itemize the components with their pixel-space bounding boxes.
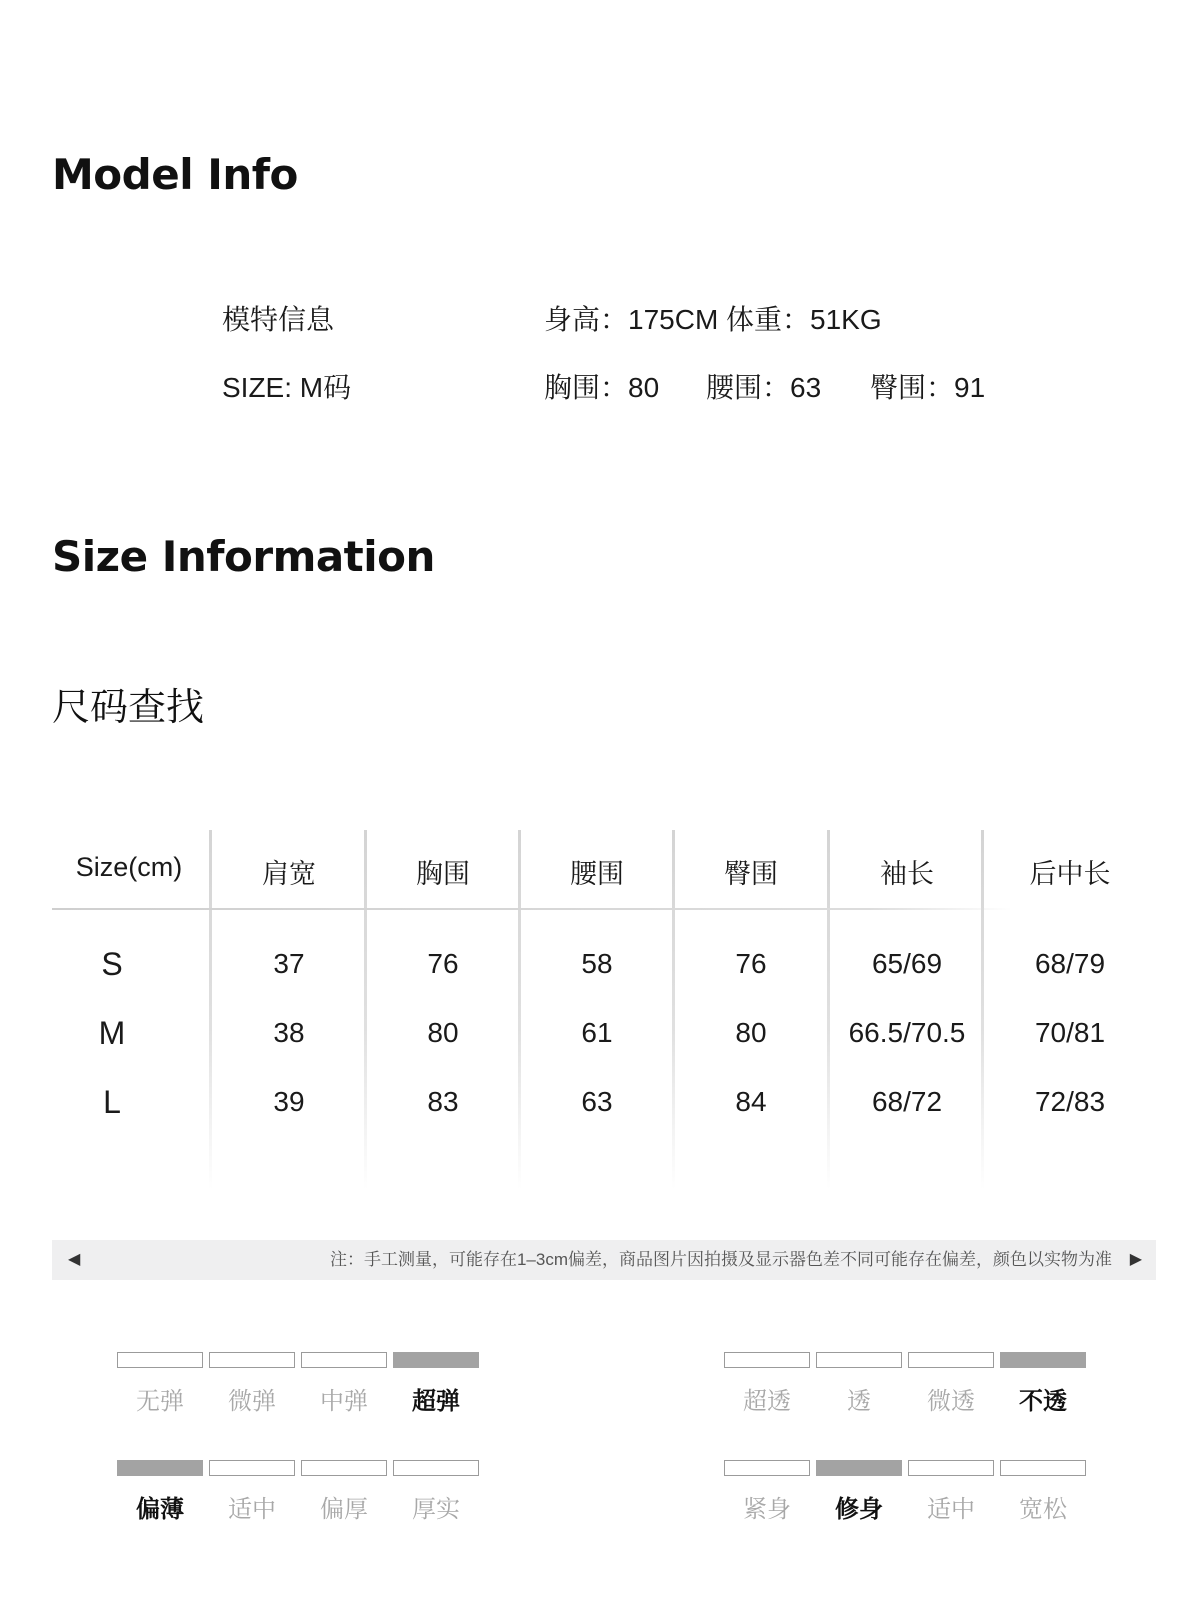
scale-label: 适中: [927, 1496, 975, 1523]
table-header-size: Size(cm): [75, 852, 183, 882]
triangle-right-icon: ▶: [1129, 1251, 1142, 1268]
header-divider: [52, 908, 1012, 910]
table-cell: 84: [735, 1086, 767, 1117]
scale-label: 微弹: [228, 1388, 276, 1415]
scale-option: [1000, 1352, 1086, 1416]
scale-option: [908, 1460, 994, 1524]
table-cell: 63: [581, 1086, 613, 1117]
scale-option: [117, 1352, 203, 1416]
table-row-size: M: [98, 1015, 126, 1051]
size-lookup-title: 尺码查找: [52, 685, 205, 729]
scale-label: 偏薄: [136, 1496, 184, 1523]
table-header-sleeve: 袖长: [880, 859, 934, 889]
table-cell: 66.5/70.5: [848, 1017, 966, 1048]
scale-indicator: [908, 1352, 994, 1368]
scale-option: [209, 1460, 295, 1524]
table-cell: 37: [273, 948, 305, 979]
triangle-left-icon: ◀: [68, 1251, 81, 1268]
table-header-bust: 胸围: [416, 859, 470, 889]
measurement-note: 注：手工测量，可能存在1–3cm偏差，商品图片因拍摄及显示器色差不同可能存在偏差，颜色以实物为准: [329, 1250, 1112, 1269]
scale-indicator: [117, 1460, 203, 1476]
scale-indicator: [1000, 1460, 1086, 1476]
scale-indicator: [301, 1460, 387, 1476]
model-info-title: Model Info: [52, 150, 298, 199]
scale-label: 适中: [228, 1496, 276, 1523]
scale-option: [393, 1460, 479, 1524]
table-row-size: L: [103, 1084, 121, 1120]
scale-option: [908, 1352, 994, 1416]
scale-indicator: [393, 1460, 479, 1476]
scale-label: 透: [847, 1388, 871, 1415]
scale-option: [816, 1352, 902, 1416]
size-info-title: Size Information: [52, 532, 435, 581]
scale-label: 不透: [1019, 1388, 1067, 1415]
scale-option: [117, 1460, 203, 1524]
scale-label: 无弹: [136, 1388, 184, 1415]
scale-indicator: [724, 1460, 810, 1476]
table-cell: 38: [273, 1017, 305, 1048]
table-row-size: S: [101, 946, 123, 982]
scale-option: [301, 1460, 387, 1524]
scale-label: 偏厚: [320, 1496, 368, 1523]
scale-option: [209, 1352, 295, 1416]
scale-indicator: [1000, 1352, 1086, 1368]
scale-option: [301, 1352, 387, 1416]
scale-indicator: [117, 1352, 203, 1368]
model-waist: 腰围：63: [706, 372, 822, 403]
table-header-shoulder: 肩宽: [262, 859, 316, 889]
scale-indicator: [301, 1352, 387, 1368]
scale-option: [393, 1352, 479, 1416]
scale-label: 超透: [743, 1388, 791, 1415]
table-header-waist: 腰围: [570, 859, 624, 889]
scale-option: [724, 1352, 810, 1416]
table-cell: 83: [427, 1086, 459, 1117]
table-cell: 80: [427, 1017, 459, 1048]
table-cell: 58: [581, 948, 613, 979]
size-table: [52, 830, 1156, 1190]
scale-option: [1000, 1460, 1086, 1524]
model-info-label: 模特信息: [222, 304, 335, 335]
model-height-weight: 身高：175CM 体重：51KG: [544, 304, 882, 335]
scale-indicator: [816, 1352, 902, 1368]
thickness-scale: [117, 1460, 487, 1530]
table-cell: 72/83: [1034, 1086, 1106, 1117]
scale-indicator: [816, 1460, 902, 1476]
table-cell: 68/79: [1034, 948, 1106, 979]
fit-scale: [724, 1460, 1094, 1530]
table-cell: 61: [581, 1017, 613, 1048]
scale-option: [724, 1460, 810, 1524]
measurement-note-bar: [52, 1240, 1156, 1280]
table-header-back-length: 后中长: [1029, 859, 1111, 889]
scale-label: 厚实: [412, 1496, 460, 1523]
scale-label: 中弹: [320, 1388, 368, 1415]
scale-label: 修身: [835, 1496, 883, 1523]
scale-indicator: [209, 1460, 295, 1476]
model-size: SIZE: M码: [222, 372, 352, 403]
table-cell: 76: [735, 948, 767, 979]
model-hip: 臀围：91: [870, 372, 986, 403]
table-cell: 65/69: [871, 948, 943, 979]
table-cell: 68/72: [871, 1086, 943, 1117]
table-header-hip: 臀围: [724, 859, 778, 889]
scale-option: [816, 1460, 902, 1524]
table-cell: 70/81: [1034, 1017, 1106, 1048]
scale-indicator: [724, 1352, 810, 1368]
scale-label: 宽松: [1019, 1496, 1067, 1523]
transparency-scale: [724, 1352, 1094, 1422]
scale-indicator: [908, 1460, 994, 1476]
model-bust: 胸围：80: [544, 372, 660, 403]
table-cell: 80: [735, 1017, 767, 1048]
table-cell: 76: [427, 948, 459, 979]
scale-indicator: [393, 1352, 479, 1368]
elasticity-scale: [117, 1352, 487, 1422]
table-cell: 39: [273, 1086, 305, 1117]
scale-label: 超弹: [412, 1388, 460, 1415]
scale-label: 紧身: [743, 1496, 791, 1523]
scale-label: 微透: [927, 1388, 975, 1415]
scale-indicator: [209, 1352, 295, 1368]
